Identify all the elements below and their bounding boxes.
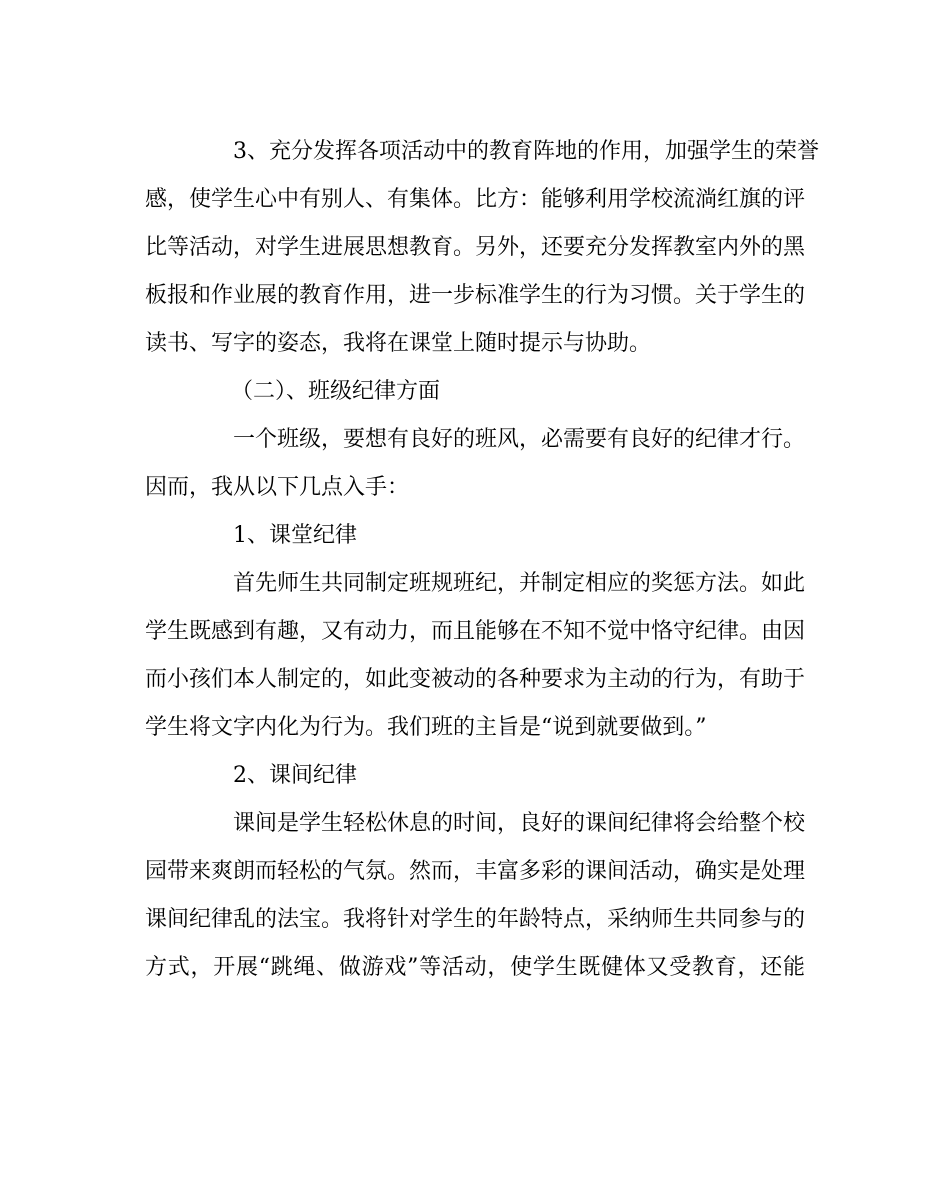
- paragraph-line: 比等活动，对学生进展思想教育。另外，还要充分发挥教室内外的黑: [145, 235, 806, 260]
- paragraph-line: 一个班级，要想有良好的班风，必需要有良好的纪律才行。: [233, 427, 806, 452]
- paragraph-line: 园带来爽朗而轻松的气氛。然而，丰富多彩的课间活动，确实是处理: [145, 859, 806, 884]
- paragraph-line: 感，使学生心中有别人、有集体。比方：能够利用学校流淌红旗的评: [145, 187, 806, 212]
- section-heading: （二）、班级纪律方面: [231, 379, 441, 404]
- document-body: [145, 128, 819, 992]
- paragraph-line: 课间是学生轻松休息的时间，良好的课间纪律将会给整个校: [233, 811, 806, 836]
- paragraph-line: 学生将文字内化为行为。我们班的主旨是“说到就要做到。”: [145, 715, 707, 740]
- subsection-heading: 2、课间纪律: [233, 763, 357, 788]
- paragraph-line: 学生既感到有趣，又有动力，而且能够在不知不觉中恪守纪律。由因: [145, 619, 806, 644]
- paragraph-line: 方式，开展“跳绳、做游戏”等活动，使学生既健体又受教育，还能: [145, 955, 805, 980]
- paragraph-line: 首先师生共同制定班规班纪，并制定相应的奖惩方法。如此: [233, 571, 806, 596]
- subsection-heading: 1、课堂纪律: [233, 523, 357, 548]
- paragraph-line: 因而，我从以下几点入手：: [145, 475, 410, 500]
- paragraph-line: 3、充分发挥各项活动中的教育阵地的作用，加强学生的荣誉: [233, 139, 819, 164]
- paragraph-line: 课间纪律乱的法宝。我将针对学生的年龄特点，采纳师生共同参与的: [145, 907, 806, 932]
- paragraph-line: 而小孩们本人制定的，如此变被动的各种要求为主动的行为，有助于: [145, 667, 806, 692]
- paragraph-line: 板报和作业展的教育作用，进一步标准学生的行为习惯。关于学生的: [145, 283, 806, 308]
- paragraph-line: 读书、写字的姿态，我将在课堂上随时提示与协助。: [145, 331, 652, 356]
